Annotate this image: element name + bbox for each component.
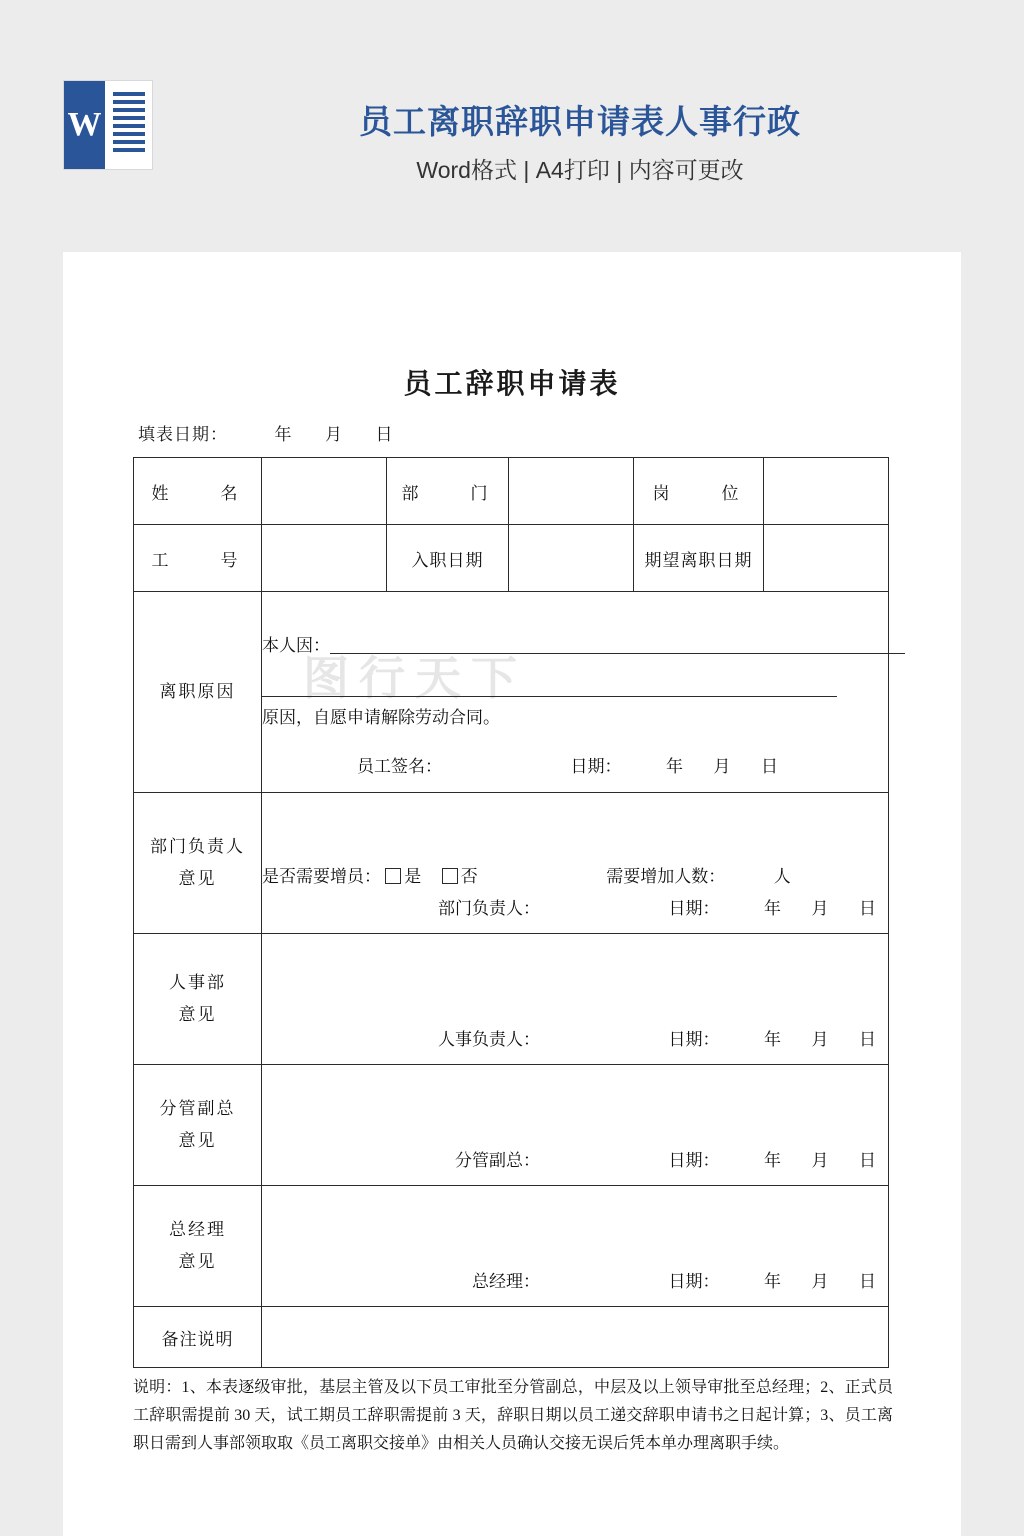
label-position: 岗 位 (634, 458, 764, 525)
hr-sign-label: 人事负责人： (438, 1030, 540, 1049)
need-add-label: 是否需要增员： (262, 866, 381, 886)
label-department: 部 门 (387, 458, 509, 525)
input-entry-date[interactable] (509, 525, 634, 592)
vp-sign-label: 分管副总： (455, 1151, 540, 1170)
input-department[interactable] (509, 458, 634, 525)
fill-date-month: 月 (325, 425, 343, 444)
word-logo-lines-icon (113, 92, 145, 158)
add-count-unit: 人 (773, 866, 791, 886)
label-vp-opinion (134, 1065, 262, 1186)
employee-date-year: 年 (666, 757, 683, 776)
label-dept-opinion-line1: 部门负责人 (150, 836, 245, 856)
dept-date-day: 日 (859, 899, 876, 918)
table-row (134, 458, 889, 525)
employee-date-day: 日 (761, 757, 778, 776)
hr-date-label: 日期： (668, 1030, 720, 1049)
fill-date-year: 年 (274, 425, 293, 444)
option-yes-label: 是 (404, 866, 422, 886)
gm-date-day: 日 (859, 1272, 876, 1291)
vp-date-month: 月 (811, 1151, 829, 1170)
employee-date-month: 月 (713, 757, 731, 776)
label-expected-leave-date: 期望离职日期 (634, 525, 764, 592)
fill-date-label: 填表日期： (138, 425, 228, 444)
page-subtitle: Word格式 | A4打印 | 内容可更改 (416, 157, 744, 183)
need-add-row (262, 862, 888, 887)
table-row (134, 1186, 889, 1307)
footnote-text: 说明：1、本表逐级审批，基层主管及以下员工审批至分管副总，中层及以上领导审批至总经理；2、正式员工辞职需提前 30 天，试工期员工辞职需提前 3 天，辞职日期以员工递交辞职申请书之日起计算；3、员工离职日需到人事部领取取《员工离职交接单》由相关人员确认交接无误后凭本单办理离职手续。 (133, 1379, 893, 1452)
label-hr-opinion (134, 934, 262, 1065)
page-title: 员工离职辞职申请表人事行政 (359, 103, 801, 140)
gm-date-year: 年 (764, 1272, 781, 1291)
table-row (134, 1065, 889, 1186)
label-dept-opinion (134, 793, 262, 934)
gm-date-month: 月 (811, 1272, 829, 1291)
vp-date-label: 日期： (668, 1151, 720, 1170)
dept-opinion-area[interactable] (262, 793, 889, 934)
dept-date-label: 日期： (668, 899, 720, 918)
add-count-label: 需要增加人数： (606, 866, 726, 886)
label-hr-opinion-line2: 意见 (178, 1005, 217, 1024)
label-gm-opinion (134, 1186, 262, 1307)
hr-sign-row (438, 1025, 876, 1050)
checkbox-yes[interactable] (385, 868, 401, 884)
document-paper (63, 252, 961, 1536)
employee-sign-label: 员工签名： (357, 757, 442, 776)
input-employee-no[interactable] (262, 525, 387, 592)
option-no-label: 否 (460, 866, 478, 886)
watermark: 图行天下 (303, 653, 527, 704)
reason-prefix: 本人因： (262, 636, 330, 655)
gm-opinion-area[interactable] (262, 1186, 889, 1307)
dept-date-month: 月 (811, 899, 829, 918)
checkbox-no[interactable] (442, 868, 458, 884)
vp-date-year: 年 (764, 1151, 781, 1170)
word-logo-icon (63, 80, 153, 170)
hr-date-month: 月 (811, 1030, 829, 1049)
dept-sign-row (438, 894, 876, 919)
employee-sign-row (262, 752, 888, 777)
table-row (134, 793, 889, 934)
table-row (134, 1307, 889, 1368)
dept-date-year: 年 (764, 899, 781, 918)
input-name[interactable] (262, 458, 387, 525)
hr-date-day: 日 (859, 1030, 876, 1049)
gm-date-label: 日期： (668, 1272, 720, 1291)
vp-date-day: 日 (859, 1151, 876, 1170)
reason-blank-line-2[interactable] (262, 666, 837, 697)
reason-prefix-line (262, 631, 888, 656)
label-employee-no: 工 号 (134, 525, 262, 592)
vp-opinion-area[interactable] (262, 1065, 889, 1186)
label-name: 姓 名 (134, 458, 262, 525)
remark-area[interactable] (262, 1307, 889, 1368)
label-gm-opinion-line1: 总经理 (169, 1219, 226, 1239)
form-title: 员工辞职申请表 (403, 369, 621, 400)
reason-statement: 原因，自愿申请解除劳动合同。 (262, 708, 500, 727)
label-dept-opinion-line2: 意见 (178, 869, 217, 888)
employee-date-label: 日期： (570, 757, 622, 776)
label-vp-opinion-line2: 意见 (178, 1131, 217, 1150)
header-band (0, 0, 1024, 252)
input-expected-leave-date[interactable] (764, 525, 889, 592)
gm-sign-label: 总经理： (472, 1272, 540, 1291)
table-row (134, 934, 889, 1065)
reason-area[interactable] (262, 592, 889, 793)
table-row (134, 525, 889, 592)
fill-date-line (138, 420, 394, 445)
resignation-form-table (133, 457, 889, 1368)
word-logo-letter: W (64, 81, 105, 169)
hr-date-year: 年 (764, 1030, 781, 1049)
label-hr-opinion-line1: 人事部 (169, 972, 226, 992)
input-position[interactable] (764, 458, 889, 525)
label-vp-opinion-line1: 分管副总 (159, 1098, 236, 1118)
dept-sign-label: 部门负责人： (438, 899, 540, 918)
gm-sign-row (472, 1267, 876, 1292)
label-reason: 离职原因 (134, 592, 262, 793)
label-entry-date: 入职日期 (387, 525, 509, 592)
vp-sign-row (455, 1146, 876, 1171)
hr-opinion-area[interactable] (262, 934, 889, 1065)
fill-date-day: 日 (375, 425, 394, 444)
table-row (134, 592, 889, 793)
label-remark: 备注说明 (134, 1307, 262, 1368)
label-gm-opinion-line2: 意见 (178, 1252, 217, 1271)
